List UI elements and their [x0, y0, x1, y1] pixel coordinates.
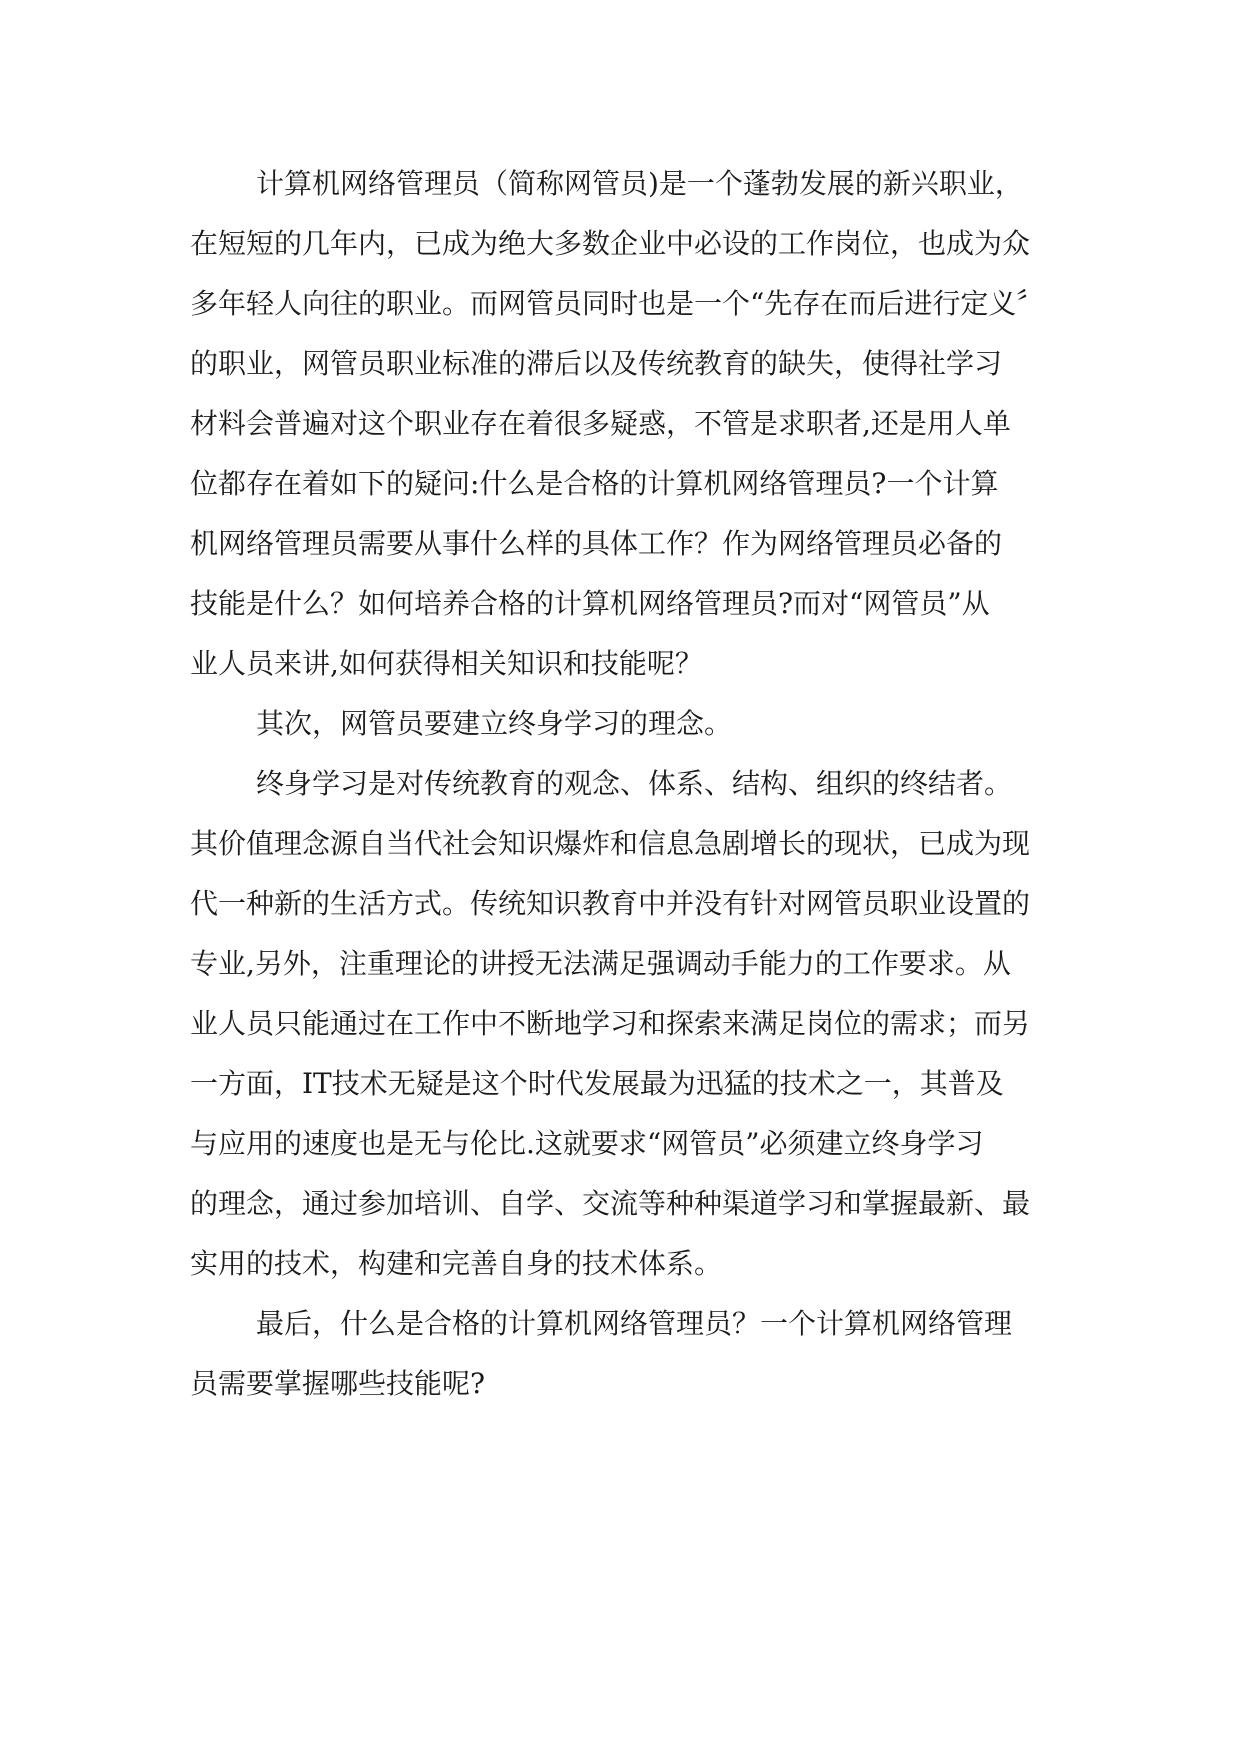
paragraph-4-line-1: 最后，什么是合格的计算机网络管理员？一个计算机网络管理 — [256, 1307, 1013, 1340]
paragraph-2-line-1: 其次，网管员要建立终身学习的理念。 — [256, 707, 733, 740]
paragraph-3-line-7: 与应用的速度也是无与伦比.这就要求“网管员”必须建立终身学习 — [190, 1127, 984, 1160]
paragraph-3-line-8: 的理念，通过参加培训、自学、交流等种种渠道学习和掌握最新、最 — [190, 1187, 1031, 1220]
paragraph-4-line-2: 员需要掌握哪些技能呢? — [190, 1367, 486, 1400]
paragraph-3-line-4: 专业,另外，注重理论的讲授无法满足强调动手能力的工作要求。从 — [190, 947, 1011, 980]
paragraph-3-line-9: 实用的技术，构建和完善自身的技术体系。 — [190, 1247, 723, 1280]
paragraph-3-line-3: 代一种新的生活方式。传统知识教育中并没有针对网管员职业设置的 — [190, 887, 1031, 920]
paragraph-1-line-5: 材料会普遍对这个职业存在着很多疑惑，不管是求职者,还是用人单 — [190, 407, 1011, 440]
paragraph-3-line-2: 其价值理念源自当代社会知识爆炸和信息急剧增长的现状，已成为现 — [190, 827, 1031, 860]
paragraph-1-line-6: 位都存在着如下的疑问:什么是合格的计算机网络管理员?一个计算 — [190, 467, 999, 500]
paragraph-3-line-1: 终身学习是对传统教育的观念、体系、结构、组织的终结者。 — [256, 767, 1013, 800]
paragraph-1-line-3: 多年轻人向往的职业。而网管员同时也是一个“先存在而后进行定义〞 — [190, 287, 1045, 320]
paragraph-1-line-9: 业人员来讲,如何获得相关知识和技能呢？ — [190, 647, 703, 680]
paragraph-1-line-7: 机网络管理员需要从事什么样的具体工作？作为网络管理员必备的 — [190, 527, 1003, 560]
paragraph-1-line-8: 技能是什么？如何培养合格的计算机网络管理员?而对“网管员”从 — [190, 587, 990, 620]
paragraph-1-line-2: 在短短的几年内，已成为绝大多数企业中必设的工作岗位，也成为众 — [190, 227, 1031, 260]
paragraph-3-line-5: 业人员只能通过在工作中不断地学习和探索来满足岗位的需求；而另 — [190, 1007, 1031, 1040]
paragraph-3-line-6: 一方面，IT技术无疑是这个时代发展最为迅猛的技术之一，其普及 — [190, 1067, 1004, 1100]
paragraph-1-line-1: 计算机网络管理员（简称网管员)是一个蓬勃发展的新兴职业， — [256, 167, 1023, 200]
paragraph-1-line-4: 的职业，网管员职业标准的滞后以及传统教育的缺失，使得社学习 — [190, 347, 1003, 380]
